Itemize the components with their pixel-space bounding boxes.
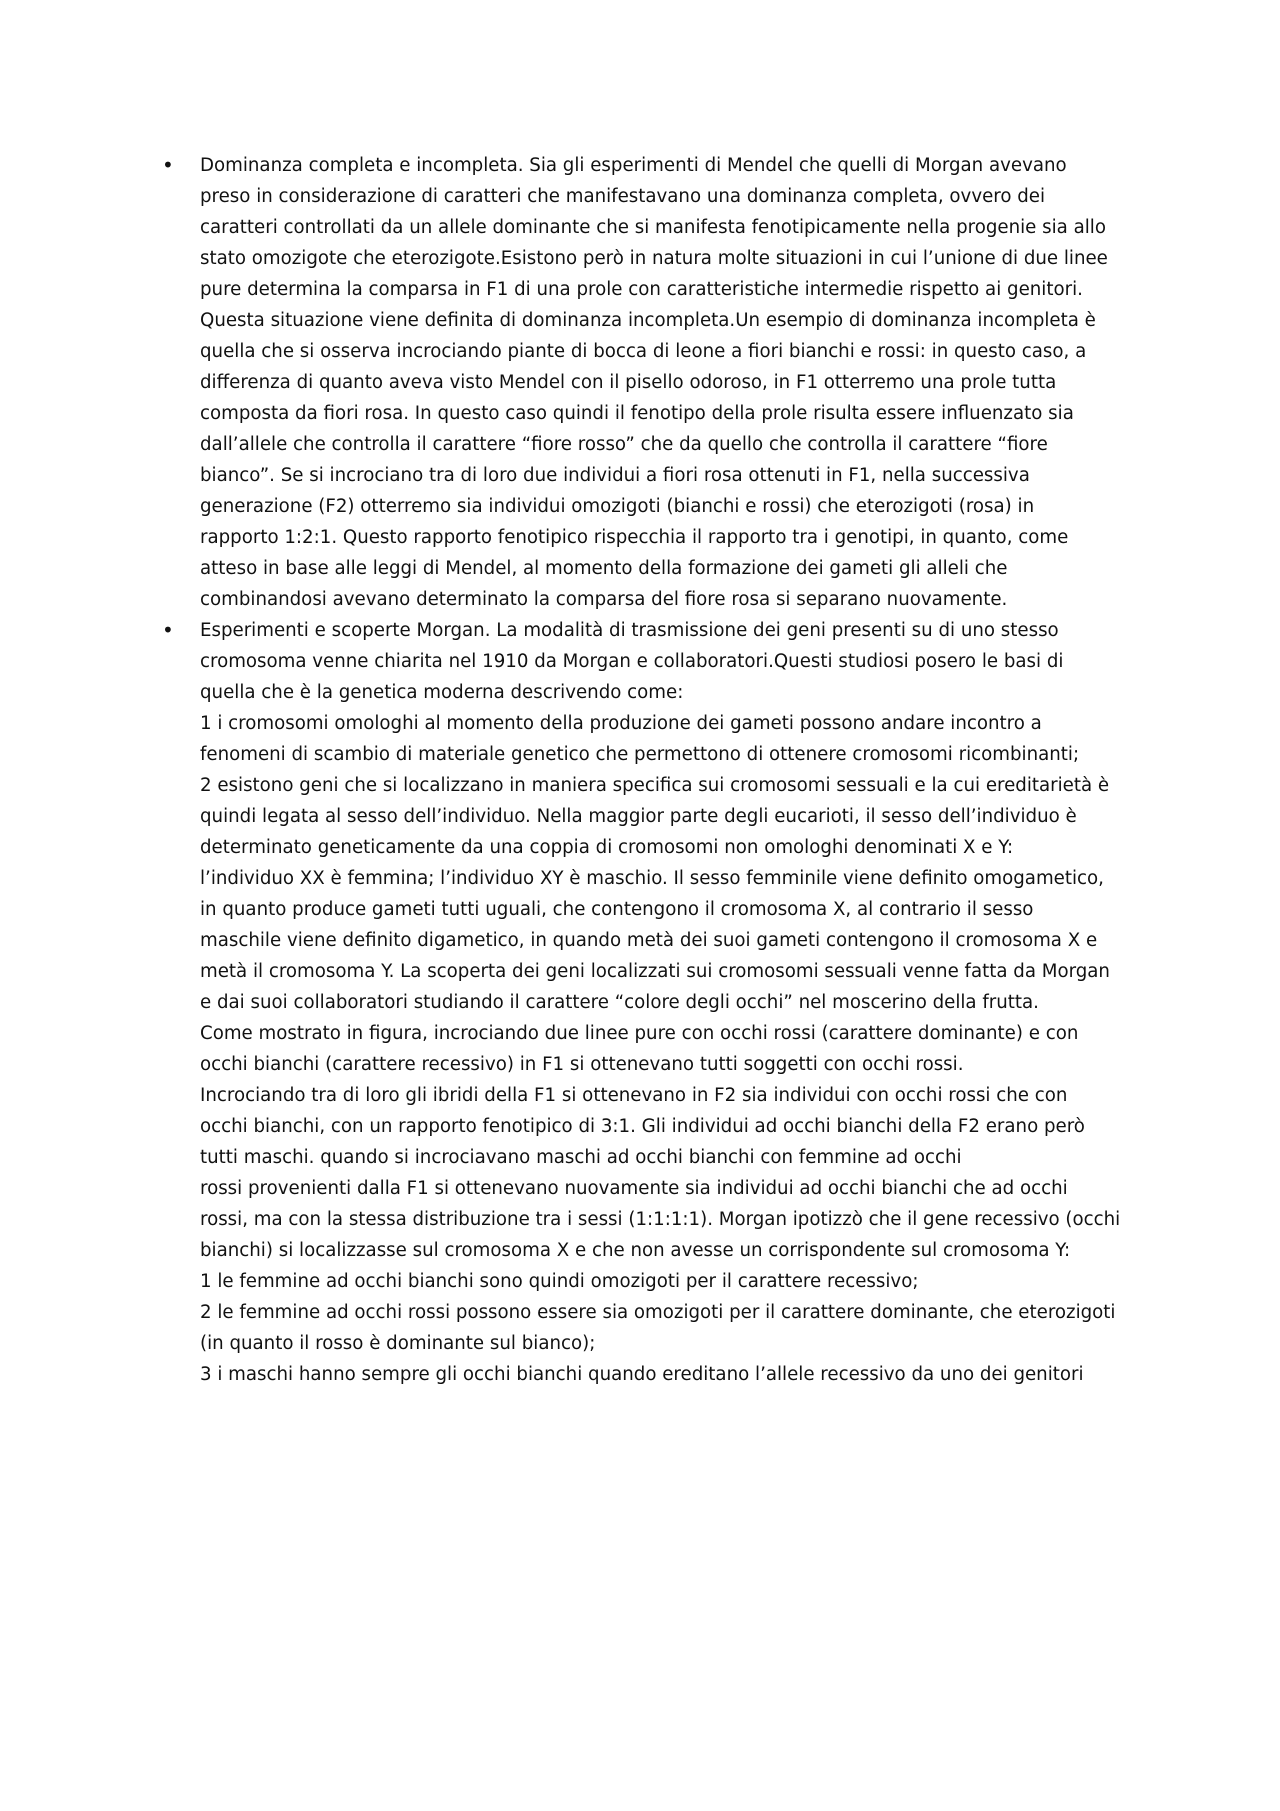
paragraph-line: 2 le femmine ad occhi rossi possono essere sia omozigoti per il carattere dominante, che eterozigoti xyxy=(200,1302,1116,1323)
paragraph-line: generazione (F2) otterremo sia individui omozigoti (bianchi e rossi) che eterozigoti (rosa) in xyxy=(200,496,1035,517)
paragraph-line: fenomeni di scambio di materiale genetico che permettono di ottenere cromosomi ricombinanti; xyxy=(200,744,1080,765)
list-item-morgan xyxy=(160,615,1160,1390)
paragraph-line: combinandosi avevano determinato la comparsa del fiore rosa si separano nuovamente. xyxy=(200,589,1008,610)
paragraph-line: cromosoma venne chiarita nel 1910 da Morgan e collaboratori.Questi studiosi posero le basi di xyxy=(200,651,1064,672)
paragraph-line: maschile viene definito digametico, in quando metà dei suoi gameti contengono il cromosoma X e xyxy=(200,930,1098,951)
bullet-icon: • xyxy=(162,618,174,642)
paragraph-line: quella che si osserva incrociando piante di bocca di leone a fiori bianchi e rossi: in questo caso, a xyxy=(200,341,1087,362)
bullet-icon: • xyxy=(162,153,174,177)
paragraph-line: rossi, ma con la stessa distribuzione tra i sessi (1:1:1:1). Morgan ipotizzò che il gene recessivo (occhi xyxy=(200,1209,1121,1230)
paragraph-line: occhi bianchi, con un rapporto fenotipico di 3:1. Gli individui ad occhi bianchi della F2 erano però xyxy=(200,1116,1085,1137)
paragraph-line: l’individuo XX è femmina; l’individuo XY è maschio. Il sesso femminile viene definito omogametico, xyxy=(200,868,1104,889)
paragraph-line: rossi provenienti dalla F1 si ottenevano nuovamente sia individui ad occhi bianchi che ad occhi xyxy=(200,1178,1068,1199)
paragraph-line: occhi bianchi (carattere recessivo) in F1 si ottenevano tutti soggetti con occhi rossi. xyxy=(200,1054,964,1075)
paragraph-line: caratteri controllati da un allele dominante che si manifesta fenotipicamente nella progenie sia allo xyxy=(200,217,1106,238)
paragraph-line: 1 i cromosomi omologhi al momento della produzione dei gameti possono andare incontro a xyxy=(200,713,1042,734)
paragraph-line: 2 esistono geni che si localizzano in maniera specifica sui cromosomi sessuali e la cui ereditarietà è xyxy=(200,775,1110,796)
paragraph-line: dall’allele che controlla il carattere “fiore rosso” che da quello che controlla il carattere “fiore xyxy=(200,434,1048,455)
paragraph-line: in quanto produce gameti tutti uguali, che contengono il cromosoma X, al contrario il sesso xyxy=(200,899,1034,920)
paragraph-line: 1 le femmine ad occhi bianchi sono quindi omozigoti per il carattere recessivo; xyxy=(200,1271,919,1292)
paragraph-line: (in quanto il rosso è dominante sul bianco); xyxy=(200,1333,596,1354)
bullet-list xyxy=(160,150,1160,1390)
paragraph-line: Come mostrato in figura, incrociando due linee pure con occhi rossi (carattere dominante) e con xyxy=(200,1023,1079,1044)
paragraph-line: Questa situazione viene definita di dominanza incompleta.Un esempio di dominanza incompleta è xyxy=(200,310,1096,331)
paragraph-line: composta da fiori rosa. In questo caso quindi il fenotipo della prole risulta essere influenzato sia xyxy=(200,403,1074,424)
paragraph-line: pure determina la comparsa in F1 di una prole con caratteristiche intermedie rispetto ai genitori. xyxy=(200,279,1083,300)
paragraph-line: 3 i maschi hanno sempre gli occhi bianchi quando ereditano l’allele recessivo da uno dei genitori xyxy=(200,1364,1084,1385)
paragraph-line: preso in considerazione di caratteri che manifestavano una dominanza completa, ovvero dei xyxy=(200,186,1046,207)
paragraph-line: atteso in base alle leggi di Mendel, al momento della formazione dei gameti gli alleli che xyxy=(200,558,1008,579)
list-item-dominanza xyxy=(160,150,1160,615)
paragraph-line: rapporto 1:2:1. Questo rapporto fenotipico rispecchia il rapporto tra i genotipi, in quanto, come xyxy=(200,527,1069,548)
paragraph-line: Esperimenti e scoperte Morgan. La modalità di trasmissione dei geni presenti su di uno stesso xyxy=(200,620,1059,641)
paragraph-line: bianco”. Se si incrociano tra di loro due individui a fiori rosa ottenuti in F1, nella successiva xyxy=(200,465,1030,486)
paragraph-line: Incrociando tra di loro gli ibridi della F1 si ottenevano in F2 sia individui con occhi rossi che con xyxy=(200,1085,1068,1106)
paragraph-line: quindi legata al sesso dell’individuo. Nella maggior parte degli eucarioti, il sesso dell’individuo è xyxy=(200,806,1077,827)
paragraph-line: differenza di quanto aveva visto Mendel con il pisello odoroso, in F1 otterremo una prole tutta xyxy=(200,372,1057,393)
paragraph-line: determinato geneticamente da una coppia di cromosomi non omologhi denominati X e Y: xyxy=(200,837,1014,858)
paragraph-line: bianchi) si localizzasse sul cromosoma X e che non avesse un corrispondente sul cromosoma Y: xyxy=(200,1240,1071,1261)
paragraph-line: stato omozigote che eterozigote.Esistono però in natura molte situazioni in cui l’unione di due linee xyxy=(200,248,1108,269)
paragraph-line: Dominanza completa e incompleta. Sia gli esperimenti di Mendel che quelli di Morgan avevano xyxy=(200,155,1067,176)
paragraph-line: e dai suoi collaboratori studiando il carattere “colore degli occhi” nel moscerino della frutta. xyxy=(200,992,1039,1013)
paragraph-line: tutti maschi. quando si incrociavano maschi ad occhi bianchi con femmine ad occhi xyxy=(200,1147,962,1168)
paragraph-line: metà il cromosoma Y. La scoperta dei geni localizzati sui cromosomi sessuali venne fatta da Morgan xyxy=(200,961,1110,982)
paragraph-line: quella che è la genetica moderna descrivendo come: xyxy=(200,682,684,703)
